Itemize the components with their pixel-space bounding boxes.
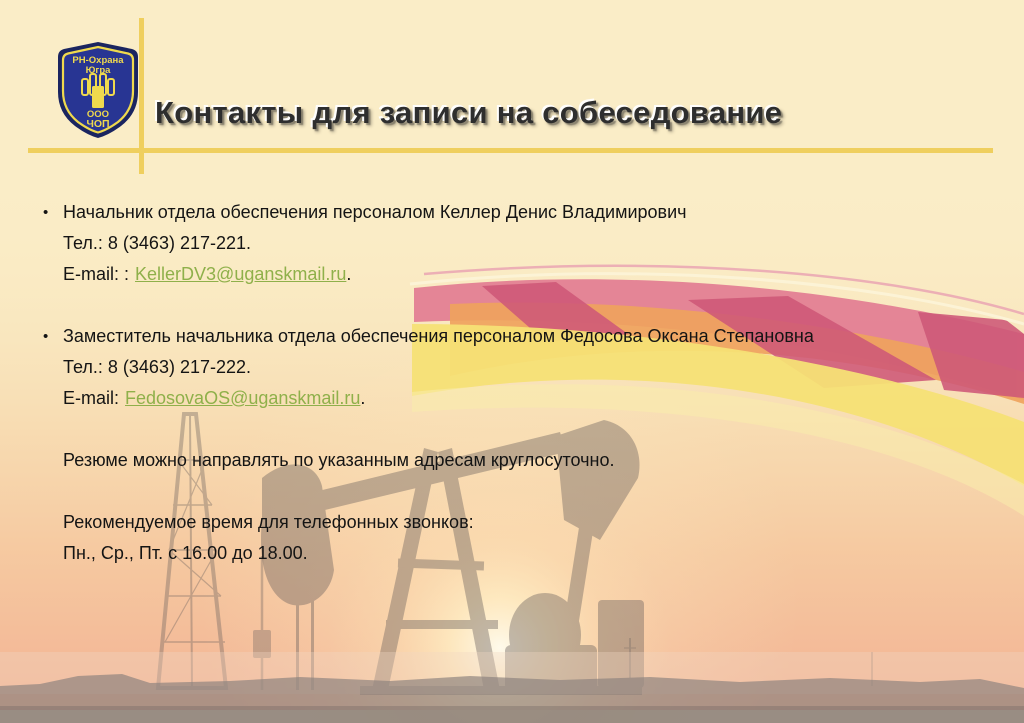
logo-text-line4: ЧОП bbox=[86, 118, 110, 130]
contact-phone: Тел.: 8 (3463) 217-222. bbox=[63, 357, 252, 377]
contact-name: Начальник отдела обеспечения персоналом Келлер Денис Владимирович bbox=[63, 202, 687, 222]
logo-text-line1: РН-Охрана bbox=[72, 55, 124, 66]
resume-note: Резюме можно направлять по указанным адресам круглосуточно. bbox=[63, 450, 615, 470]
logo-text-line3: ООО bbox=[86, 109, 110, 120]
spacer bbox=[63, 290, 948, 321]
slide-body bbox=[43, 197, 948, 569]
contact-phone: Тел.: 8 (3463) 217-221. bbox=[63, 233, 252, 253]
contact-name: Заместитель начальника отдела обеспечения персоналом Федосова Оксана Степановна bbox=[63, 326, 814, 346]
email-label: E-mail: bbox=[63, 388, 120, 408]
schedule-label: Рекомендуемое время для телефонных звонков: bbox=[63, 512, 474, 532]
contact-item-1 bbox=[43, 197, 948, 290]
spacer bbox=[63, 476, 948, 507]
bullet-icon: • bbox=[43, 328, 49, 345]
email-link[interactable]: KellerDV3@uganskmail.ru bbox=[135, 264, 347, 284]
contact-email-line bbox=[63, 259, 948, 290]
horizontal-accent-line bbox=[28, 148, 993, 153]
bullet-icon: • bbox=[43, 204, 49, 221]
contact-item-2 bbox=[43, 321, 948, 414]
email-label: E-mail: : bbox=[63, 264, 130, 284]
email-suffix: . bbox=[360, 388, 366, 408]
contact-email-line bbox=[63, 383, 948, 414]
company-logo bbox=[52, 40, 144, 142]
slide-title: Контакты для записи на собеседование bbox=[155, 95, 783, 130]
email-suffix: . bbox=[346, 264, 352, 284]
schedule-value: Пн., Ср., Пт. с 16.00 до 18.00. bbox=[63, 543, 308, 563]
logo-text-line2: Югра bbox=[85, 65, 111, 76]
spacer bbox=[63, 414, 948, 445]
email-link[interactable]: FedosovaOS@uganskmail.ru bbox=[125, 388, 361, 408]
